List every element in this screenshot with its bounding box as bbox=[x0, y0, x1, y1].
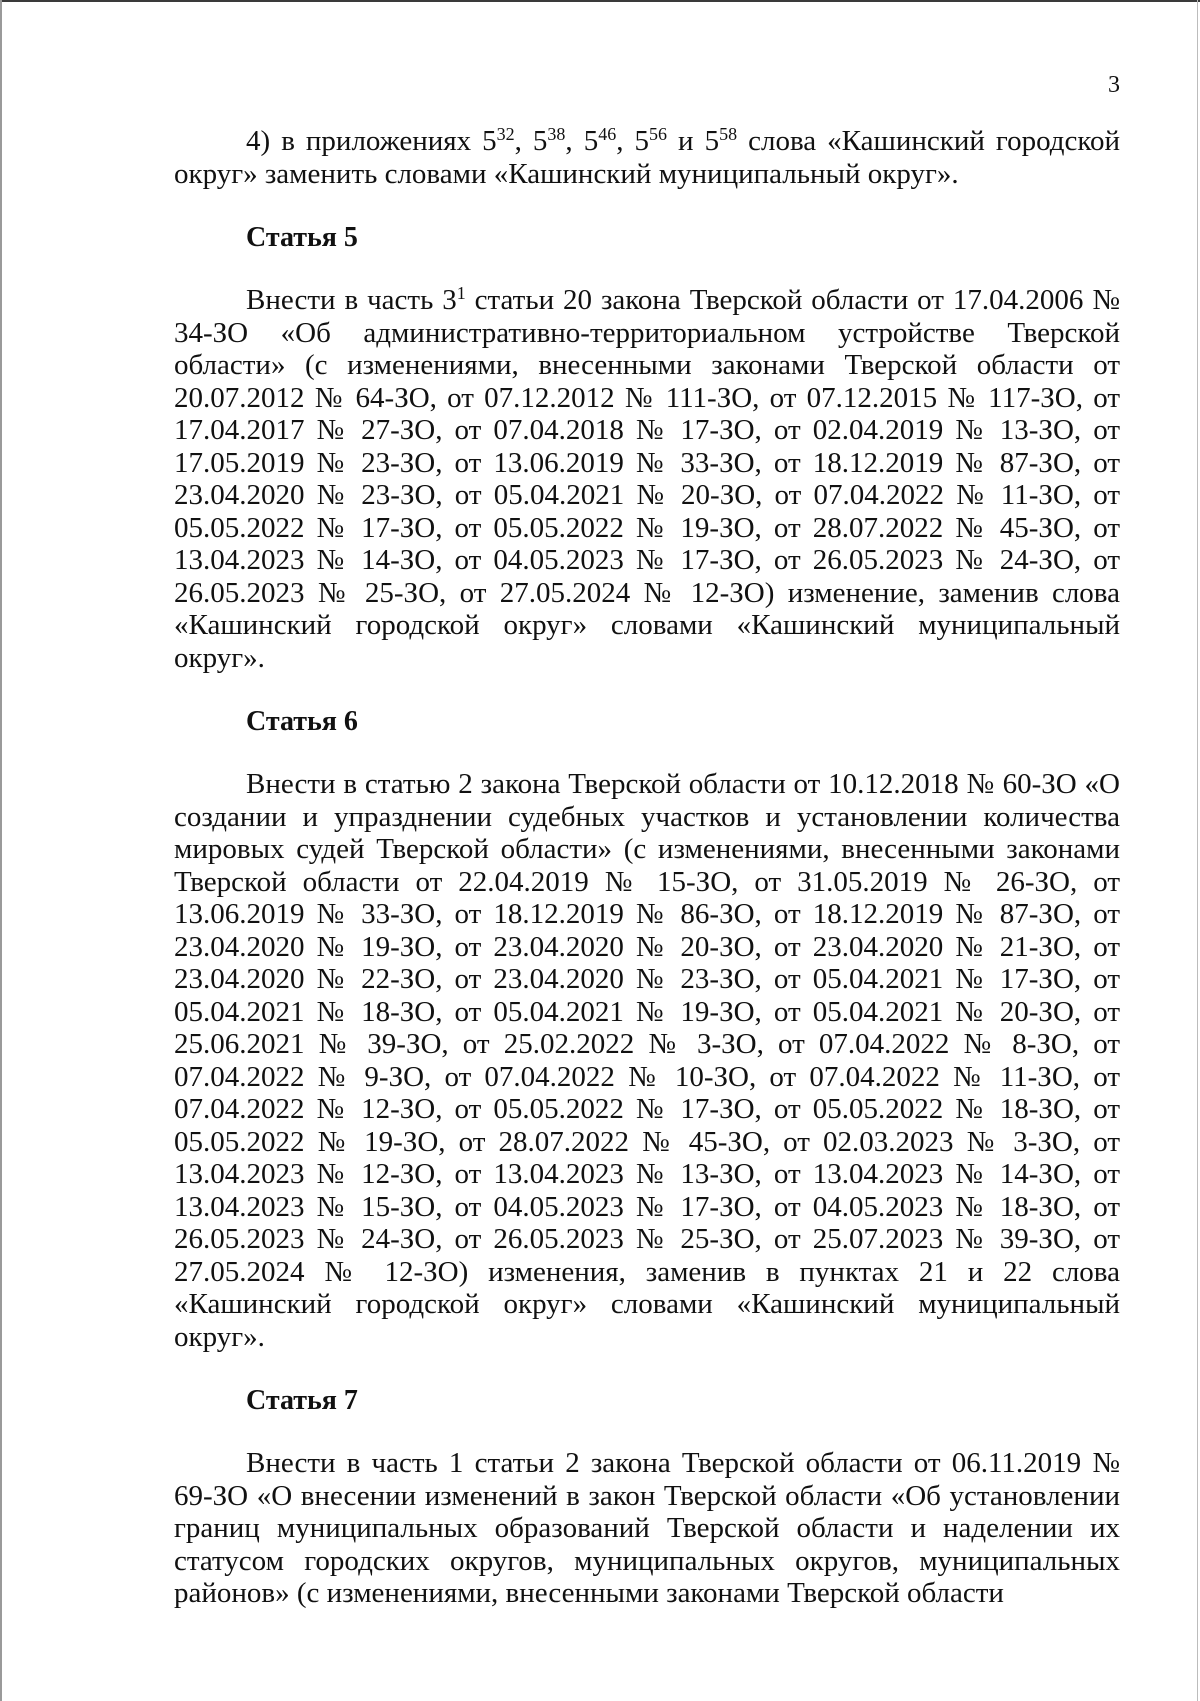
superscript: 1 bbox=[456, 283, 466, 304]
article-7-heading: Статья 7 bbox=[246, 1385, 358, 1416]
article-6-heading: Статья 6 bbox=[246, 706, 358, 737]
scan-left-edge bbox=[0, 0, 2, 1701]
separator: и 5 bbox=[666, 125, 720, 157]
article-5-paragraph bbox=[174, 284, 1120, 674]
scan-right-edge bbox=[1197, 0, 1198, 1701]
article-5-text-start: Внести в часть 3 bbox=[246, 284, 457, 316]
scan-top-edge bbox=[0, 0, 1200, 2]
item-4-prefix: 4) в приложениях 5 bbox=[246, 125, 497, 157]
superscript: 46 bbox=[598, 124, 617, 145]
article-6-paragraph: Внести в статью 2 закона Тверской области от 10.12.2018 № 60-ЗО «О создании и упразднении судебных участков и установлении количества мировых судей Тверской области» (с изменениями, внесенными законами Тверской области от 22.04.2019 № 15-ЗО, от 31.05.2019 № 26-ЗО, от 13.06.2019 № 33-ЗО, от 18.12.2019 № 86-ЗО, от 18.12.2019 № 87-ЗО, от 23.04.2020 № 19-ЗО, от 23.04.2020 № 20-ЗО, от 23.04.2020 № 21-ЗО, от 23.04.2020 № 22-ЗО, от 23.04.2020 № 23-ЗО, от 05.04.2021 № 17-ЗО, от 05.04.2021 № 18-ЗО, от 05.04.2021 № 19-ЗО, от 05.04.2021 № 20-ЗО, от 25.06.2021 № 39-ЗО, от 25.02.2022 № 3-ЗО, от 07.04.2022 № 8-ЗО, от 07.04.2022 № 9-ЗО, от 07.04.2022 № 10-ЗО, от 07.04.2022 № 11-ЗО, от 07.04.2022 № 12-ЗО, от 05.05.2022 № 17-ЗО, от 05.05.2022 № 18-ЗО, от 05.05.2022 № 19-ЗО, от 28.07.2022 № 45-ЗО, от 02.03.2023 № 3-ЗО, от 13.04.2023 № 12-ЗО, от 13.04.2023 № 13-ЗО, от 13.04.2023 № 14-ЗО, от 13.04.2023 № 15-ЗО, от 04.05.2023 № 17-ЗО, от 04.05.2023 № 18-ЗО, от 26.05.2023 № 24-ЗО, от 26.05.2023 № 25-ЗО, от 25.07.2023 № 39-ЗО, от 27.05.2024 № 12-ЗО) изменения, заменив в пунктах 21 и 22 слова «Кашинский городской округ» словами «Кашинский муниципальный округ». bbox=[174, 768, 1120, 1353]
article-7-paragraph: Внести в часть 1 статьи 2 закона Тверской области от 06.11.2019 № 69-ЗО «О внесении изменений в закон Тверской области «Об установлении границ муниципальных образований Тверской области и наделении их статусом городских округов, муниципальных округов, муниципальных районов» (с изменениями, внесенными законами Тверской области bbox=[174, 1447, 1120, 1609]
item-4-suffix: слова «Кашинский городской округ» заменить словами «Кашинский муниципальный округ». bbox=[174, 125, 1120, 190]
article-5-heading: Статья 5 bbox=[246, 222, 358, 253]
page-number: 3 bbox=[1108, 72, 1120, 98]
document-body bbox=[174, 125, 1120, 1610]
separator: , 5 bbox=[514, 125, 548, 157]
superscript: 32 bbox=[496, 124, 515, 145]
separator: , 5 bbox=[565, 125, 599, 157]
separator: , 5 bbox=[616, 125, 649, 157]
superscript: 38 bbox=[547, 124, 566, 145]
item-4-paragraph bbox=[174, 125, 1120, 190]
superscript: 58 bbox=[719, 124, 738, 145]
superscript: 56 bbox=[648, 124, 667, 145]
article-5-text-rest: статьи 20 закона Тверской области от 17.04.2006 № 34-ЗО «Об административно-территориальном устройстве Тверской области» (с изменениями, внесенными законами Тверской области от 20.07.2012 № 64-ЗО, от 07.12.2012 № 111-ЗО, от 07.12.2015 № 117-ЗО, от 17.04.2017 № 27-ЗО, от 07.04.2018 № 17-ЗО, от 02.04.2019 № 13-ЗО, от 17.05.2019 № 23-ЗО, от 13.06.2019 № 33-ЗО, от 18.12.2019 № 87-ЗО, от 23.04.2020 № 23-ЗО, от 05.04.2021 № 20-ЗО, от 07.04.2022 № 11-ЗО, от 05.05.2022 № 17-ЗО, от 05.05.2022 № 19-ЗО, от 28.07.2022 № 45-ЗО, от 13.04.2023 № 14-ЗО, от 04.05.2023 № 17-ЗО, от 26.05.2023 № 24-ЗО, от 26.05.2023 № 25-ЗО, от 27.05.2024 № 12-ЗО) изменение, заменив слова «Кашинский городской округ» словами «Кашинский муниципальный округ». bbox=[174, 284, 1120, 674]
